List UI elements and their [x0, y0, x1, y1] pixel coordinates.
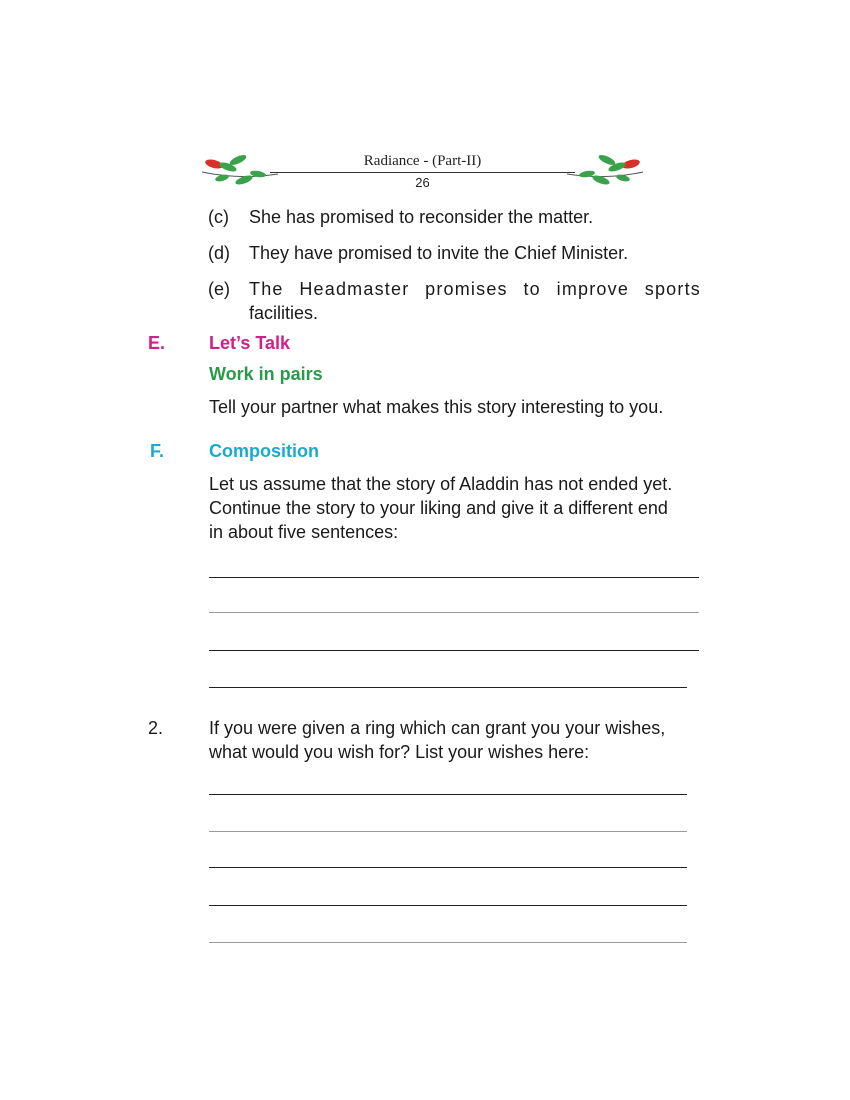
item-text-c: She has promised to reconsider the matter.: [249, 207, 594, 227]
leaf-branch-right-icon: [565, 150, 645, 190]
item-text-e: The Headmaster promises to improve sports: [249, 279, 701, 299]
header-rule: [270, 172, 575, 173]
answer-line[interactable]: [209, 687, 687, 688]
item-text-d: They have promised to invite the Chief Minister.: [249, 243, 629, 263]
section-e-heading: Let’s Talk: [209, 333, 291, 353]
question-2-prompt-line-1: If you were given a ring which can grant you your wishes,: [209, 718, 666, 738]
page-header: [200, 150, 645, 195]
section-e-subheading: Work in pairs: [209, 364, 323, 384]
answer-line[interactable]: [209, 612, 699, 613]
answer-line[interactable]: [209, 794, 687, 795]
answer-line[interactable]: [209, 942, 687, 943]
answer-line[interactable]: [209, 650, 699, 651]
answer-line[interactable]: [209, 831, 687, 832]
section-f-prompt-line-3: in about five sentences:: [209, 522, 399, 542]
page-number: 26: [415, 175, 430, 190]
answer-line[interactable]: [209, 905, 687, 906]
section-f-prompt-line-2: Continue the story to your liking and give it a different end: [209, 498, 668, 518]
answer-line[interactable]: [209, 867, 687, 868]
section-f-prompt-line-1: Let us assume that the story of Aladdin has not ended yet.: [209, 474, 673, 494]
answer-line[interactable]: [209, 577, 699, 578]
section-f-letter: F.: [150, 441, 165, 461]
section-f-heading: Composition: [209, 441, 319, 461]
section-e-instruction: Tell your partner what makes this story interesting to you.: [209, 397, 664, 417]
book-title: Radiance - (Part-II): [363, 153, 482, 169]
item-marker-c: (c): [208, 207, 229, 227]
item-text-e-continued: facilities.: [249, 303, 319, 323]
section-e-letter: E.: [148, 333, 166, 353]
question-2-prompt-line-2: what would you wish for? List your wishes here:: [209, 742, 590, 762]
item-marker-d: (d): [208, 243, 230, 263]
question-2-number: 2.: [148, 718, 164, 738]
item-marker-e: (e): [208, 279, 230, 299]
